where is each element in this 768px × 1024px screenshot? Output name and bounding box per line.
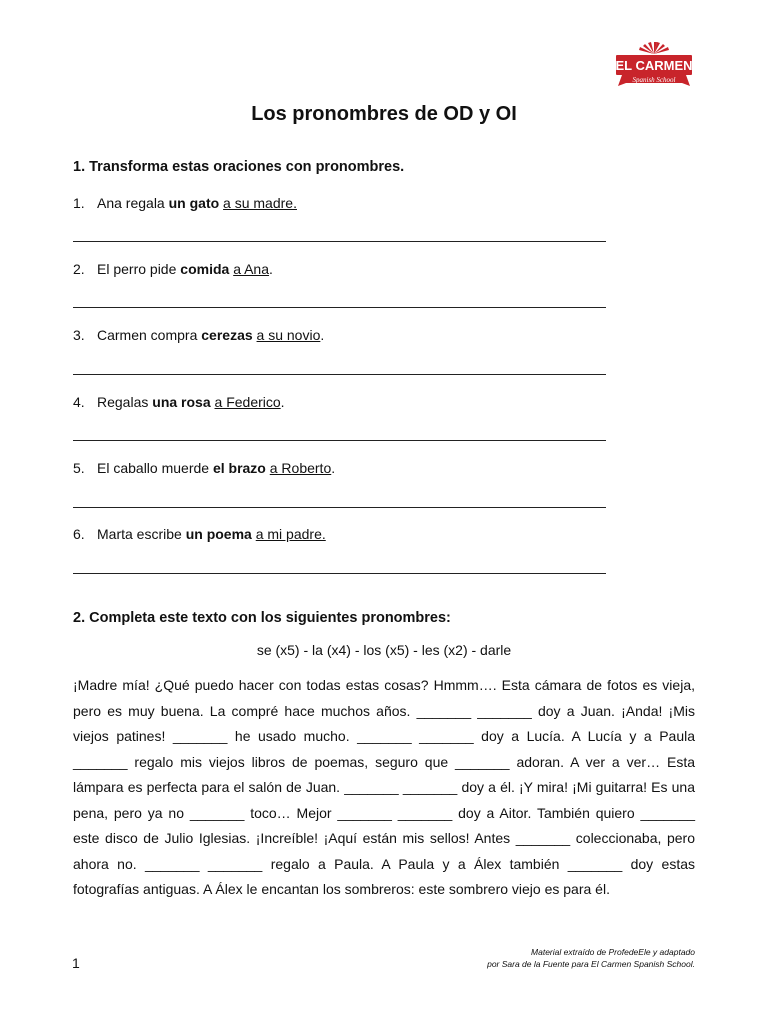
exercise-item [73,460,335,476]
pronoun-bank: se (x5) - la (x4) - los (x5) - les (x2) - darle [256,642,512,658]
exercise-number: 3. [73,327,85,343]
answer-line[interactable] [73,307,606,308]
exercise-number: 2. [73,261,85,277]
answer-line[interactable] [73,374,606,375]
exercise-text: El perro pide [97,261,181,277]
exercise-item [73,394,285,410]
exercise-text: Regalas [97,394,153,410]
direct-object: un gato [168,195,220,211]
exercise-item [73,195,297,211]
exercise-text: . [331,460,336,476]
answer-line[interactable] [73,573,606,574]
credit-line: Material extraído de ProfedeEle y adaptado [531,947,695,957]
indirect-object: a Ana [233,261,270,277]
section2-heading: 2. Completa este texto con los siguientes pronombres: [73,610,451,626]
exercise-text: El caballo muerde [97,460,213,476]
exercise-number: 5. [73,460,85,476]
fill-in-text: ¡Madre mía! ¿Qué puedo hacer con todas estas cosas? Hmmm…. Esta cámara de fotos es vieja, pero es muy buena. La compré hace muchos años. _______ _______ doy a Juan. ¡Anda! ¡Mis viejos patines! _______ he usado mucho. _______ _______ doy a Lucía. A Lucía y a Paula _______ regalo mis viejos libros de poemas, seguro que _______ adoran. A ver a ver… Esta lámpara es perfecta para el salón de Juan. _______ _______ doy a él. ¡Y mira! ¡Mi guitarra! Es una pena, pero ya no _______ toco… Mejor _______ _______ doy a Aitor. También quiero _______ este disco de Julio Iglesias. ¡Increíble! ¡Aquí están mis sellos! Antes _______ coleccionaba, pero ahora no. _______ _______ regalo a Paula. A Paula y a Álex también _______ doy estas fotografías antiguas. A Álex le encantan los sombreros: este sombrero viejo es para él. [73,677,695,897]
exercise-item [73,526,326,542]
credit-note [487,946,695,970]
indirect-object: a Federico [214,394,281,410]
exercise-text: . [280,394,285,410]
exercise-number: 6. [73,526,85,542]
answer-line[interactable] [73,507,606,508]
logo-subtitle: Spanish School [632,76,676,84]
direct-object: comida [180,261,230,277]
page-title: Los pronombres de OD y OI [251,103,517,125]
el-carmen-logo [612,40,696,96]
exercise-text: Carmen compra [97,327,202,343]
direct-object: una rosa [152,394,211,410]
direct-object: un poema [185,526,252,542]
answer-line[interactable] [73,241,606,242]
indirect-object: a su madre. [223,195,297,211]
credit-line: por Sara de la Fuente para El Carmen Spanish School. [487,959,695,969]
exercise-text: . [269,261,273,277]
section1-heading: 1. Transforma estas oraciones con pronombres. [73,159,405,175]
exercise-text: Ana regala [97,195,169,211]
direct-object: cerezas [201,327,253,343]
exercise-text: Marta escribe [97,526,186,542]
page-number: 1 [72,955,80,971]
exercise-number: 1. [73,195,85,211]
logo-title: EL CARMEN [615,58,693,73]
exercise-item [73,261,273,277]
exercise-item [73,327,324,343]
exercise-number: 4. [73,394,85,410]
answer-line[interactable] [73,440,606,441]
indirect-object: a mi padre. [255,526,326,542]
exercise-text: . [320,327,325,343]
indirect-object: a su novio [256,327,321,343]
direct-object: el brazo [212,460,266,476]
indirect-object: a Roberto [269,460,332,476]
